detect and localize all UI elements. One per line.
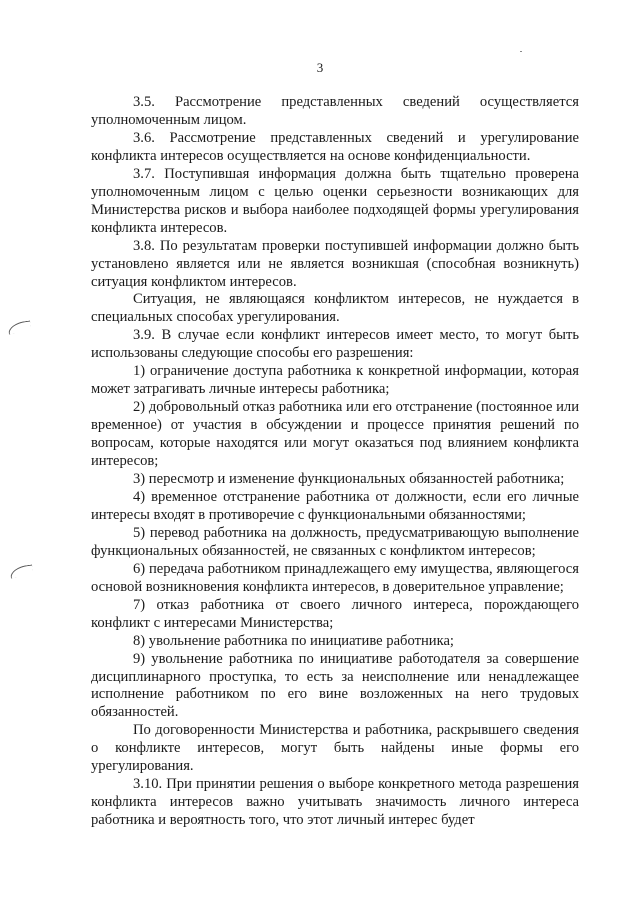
paragraph-3-5: 3.5. Рассмотрение представленных сведений осуществляется уполномоченным лицом. <box>91 94 579 128</box>
document-body <box>91 94 579 830</box>
list-item-5: 5) перевод работника на должность, предусматривающую выполнение функциональных обязанностей, не связанных с конфликтом интересов; <box>91 524 579 559</box>
list-item-2: 2) добровольный отказ работника или его отстранение (постоянное или временное) от участия в обсуждении и процессе принятия решений по вопросам, которые находятся или могут оказаться под влиянием конфликта интересов; <box>91 399 579 470</box>
list-item-6: 6) передача работником принадлежащего ему имущества, являющегося основой возникновения конфликта интересов, в доверительное управление; <box>91 560 579 595</box>
paragraph-agreement: По договоренности Министерства и работника, раскрывшего сведения о конфликте интересов, могут быть найдены иные формы его урегулирования. <box>91 722 579 775</box>
paragraph-3-10: 3.10. При принятии решения о выборе конкретного метода разрешения конфликта интересов важно учитывать значимость личного интереса работника и вероятность того, что этот личный интерес будет <box>91 776 579 829</box>
list-item-9: 9) увольнение работника по инициативе работодателя за совершение дисциплинарного проступка, то есть за неисполнение или ненадлежащее исполнение работником по его вине возложенных на него трудовых обязанностей. <box>91 650 579 721</box>
list-item-8: 8) увольнение работника по инициативе работника; <box>133 632 454 649</box>
page-number: 3 <box>316 60 324 75</box>
binding-hole-mark <box>7 320 31 334</box>
list-item-1: 1) ограничение доступа работника к конкретной информации, которая может затрагивать личные интересы работника; <box>91 363 579 398</box>
scan-speck <box>520 51 522 52</box>
paragraph-3-8: 3.8. По результатам проверки поступившей информации должно быть установлено является или не является возникшая (способная возникнуть) ситуация конфликтом интересов. <box>91 237 579 290</box>
list-item-3: 3) пересмотр и изменение функциональных обязанностей работника; <box>133 471 565 488</box>
paragraph-not-conflict: Ситуация, не являющаяся конфликтом интересов, не нуждается в специальных способах урегулирования. <box>91 291 579 326</box>
paragraph-3-6: 3.6. Рассмотрение представленных сведений и урегулирование конфликта интересов осуществляется на основе конфиденциальности. <box>91 129 579 164</box>
paragraph-3-7: 3.7. Поступившая информация должна быть тщательно проверена уполномоченным лицом с целью оценки серьезности возникающих для Министерства рисков и выбора наиболее подходящей формы урегулирования конфликта интересов. <box>91 165 579 236</box>
binding-hole-mark <box>9 564 33 578</box>
paragraph-3-9: 3.9. В случае если конфликт интересов имеет место, то могут быть использованы следующие способы его разрешения: <box>91 327 579 362</box>
list-item-4: 4) временное отстранение работника от должности, если его личные интересы входят в противоречие с функциональными обязанностями; <box>91 488 579 523</box>
list-item-7: 7) отказ работника от своего личного интереса, порождающего конфликт с интересами Министерства; <box>91 596 579 631</box>
